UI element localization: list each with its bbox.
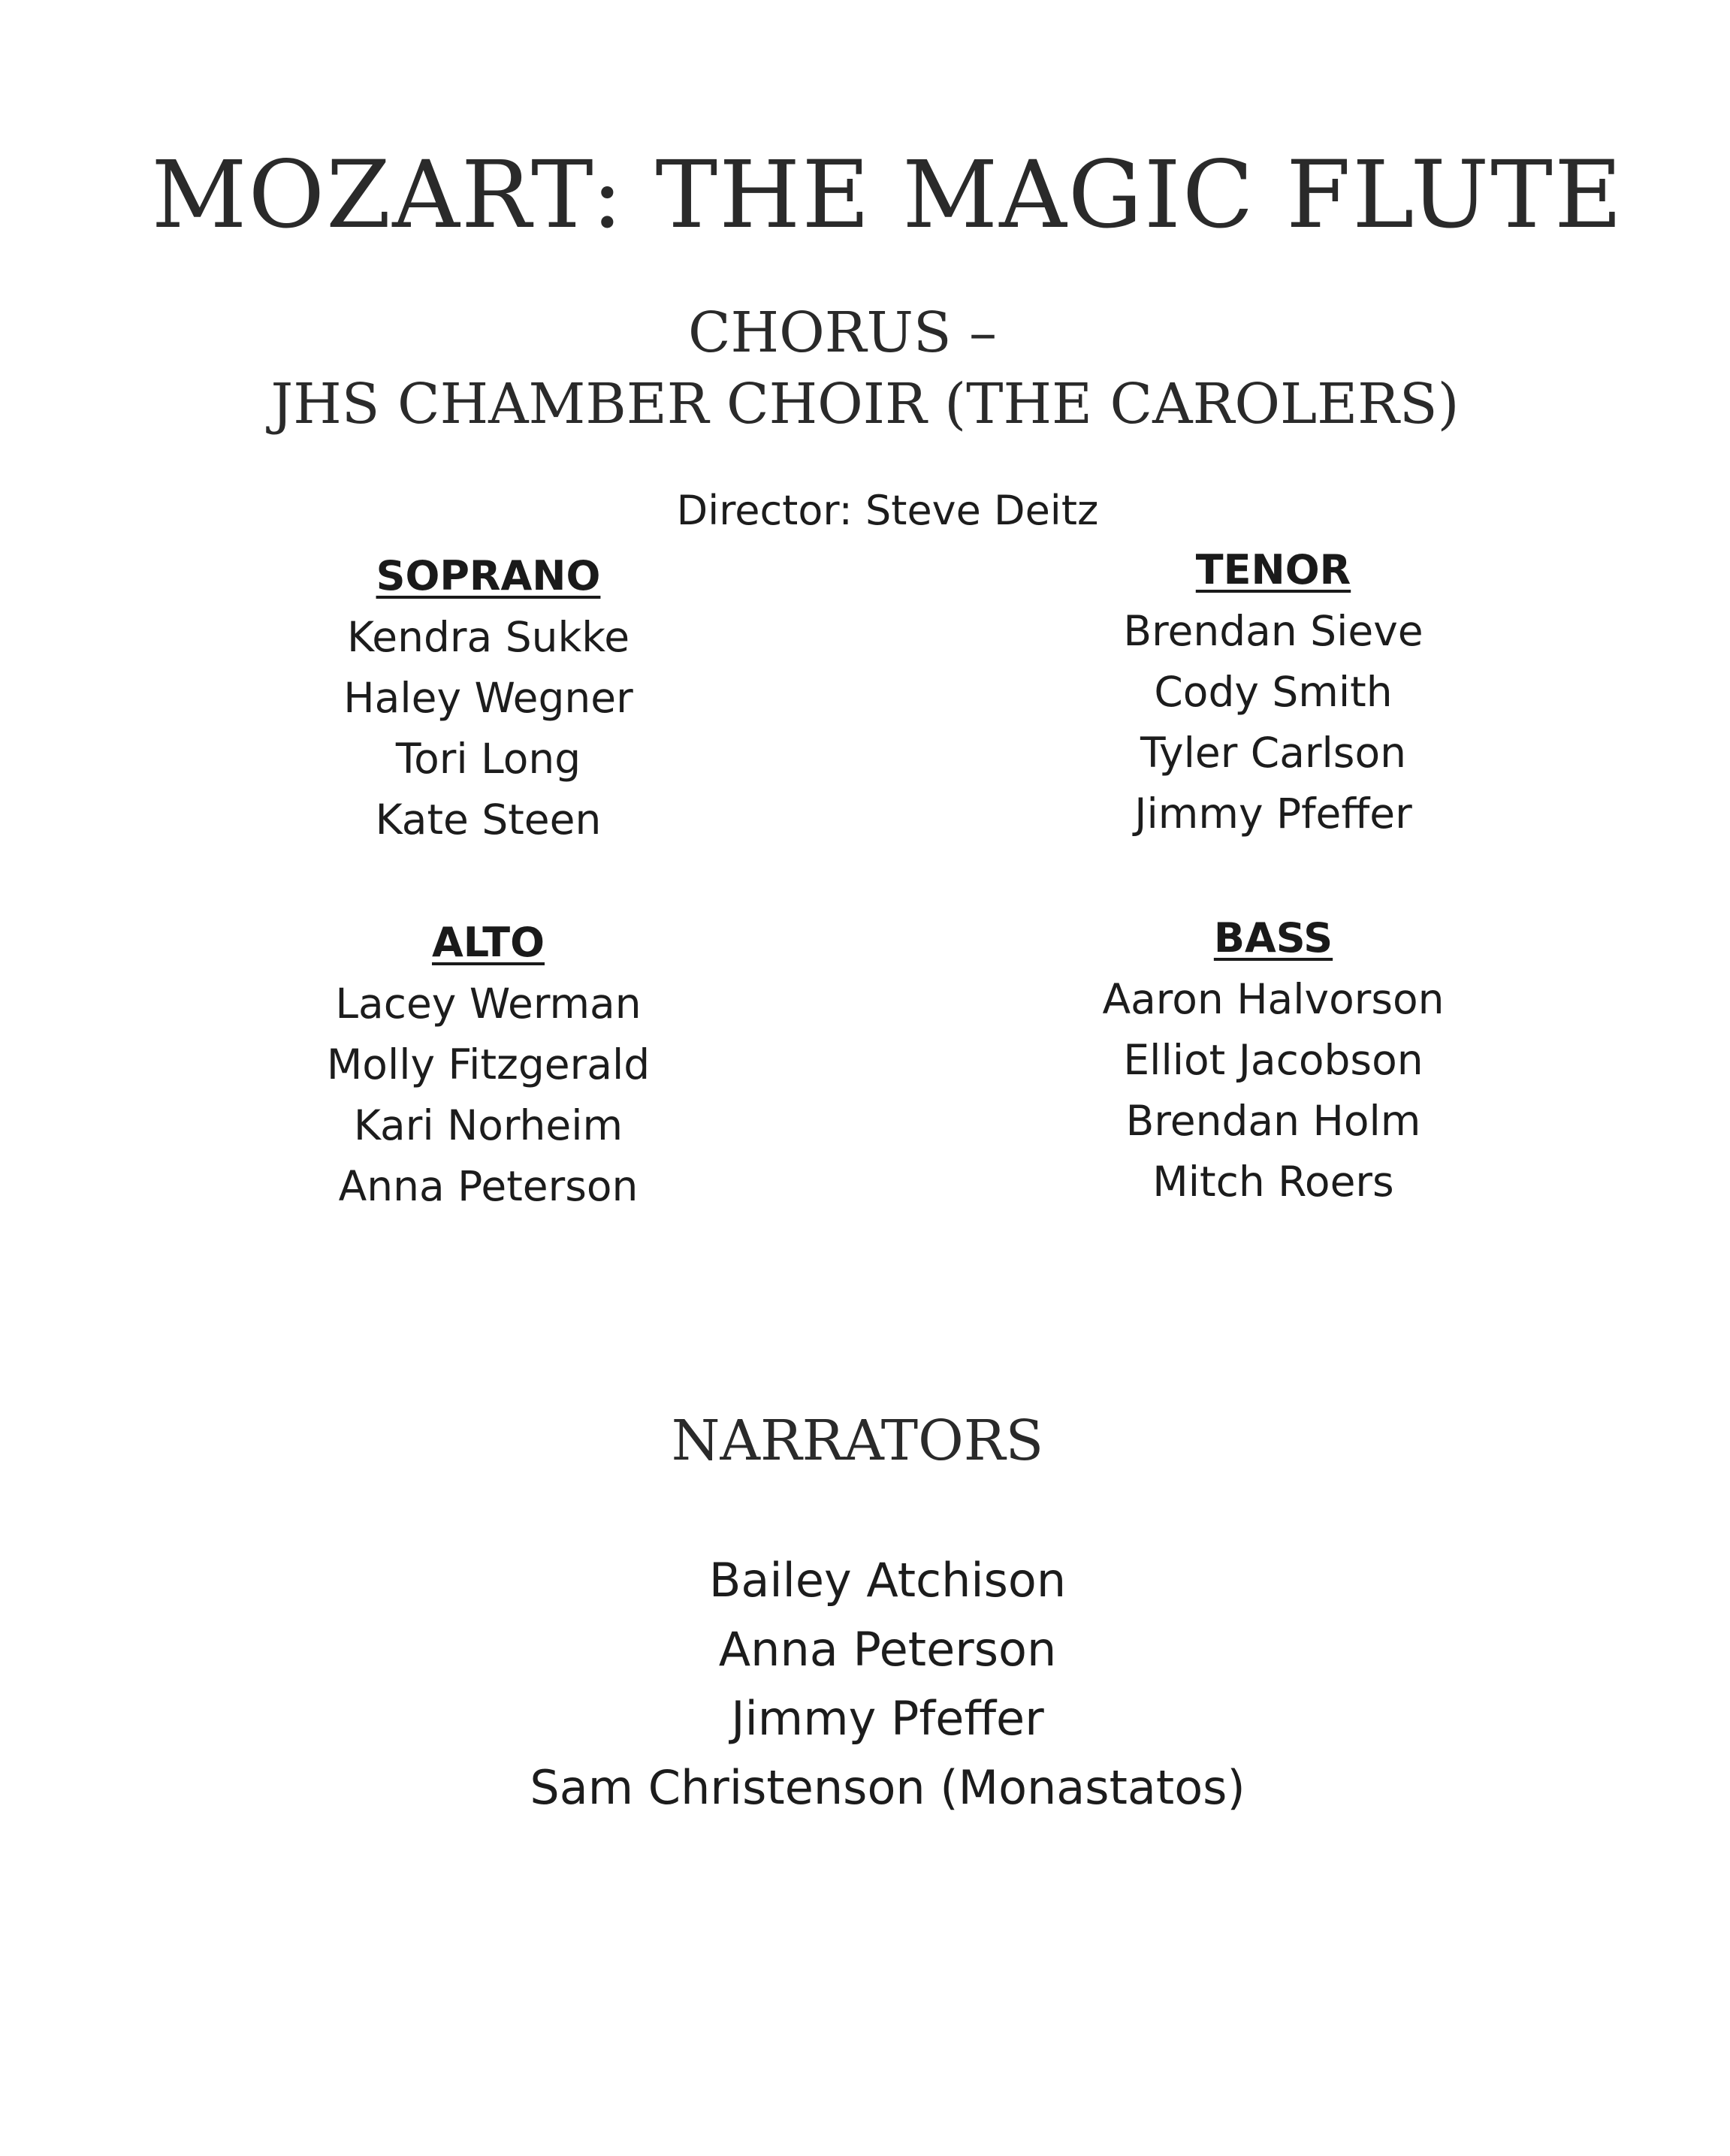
section-heading-bass: BASS xyxy=(1213,914,1333,962)
page-title: MOZART: THE MAGIC FLUTE xyxy=(151,141,1624,249)
list-item: Jimmy Pfeffer xyxy=(731,1691,1044,1746)
list-item: Sam Christenson (Monastatos) xyxy=(530,1760,1245,1815)
bass-section xyxy=(1010,907,1536,1212)
list-item: Mitch Roers xyxy=(1152,1158,1394,1206)
choir-name: JHS CHAMBER CHOIR (THE CAROLERS) xyxy=(270,372,1460,436)
list-item: Kate Steen xyxy=(375,796,602,844)
narrators-list xyxy=(23,1546,1730,1822)
list-item: Tori Long xyxy=(395,735,581,783)
list-item: Lacey Werman xyxy=(335,980,642,1028)
narrators-heading: NARRATORS xyxy=(671,1409,1044,1473)
list-item: Tyler Carlson xyxy=(1140,729,1406,777)
section-heading-soprano: SOPRANO xyxy=(376,552,601,599)
list-item: Brendan Sieve xyxy=(1123,607,1424,655)
director-credit: Director: Steve Deitz xyxy=(676,487,1099,534)
list-item: Kendra Sukke xyxy=(346,613,630,661)
section-heading-tenor: TENOR xyxy=(1195,546,1351,593)
tenor-section xyxy=(1010,539,1536,844)
list-item: Molly Fitzgerald xyxy=(326,1040,651,1089)
list-item: Elliot Jacobson xyxy=(1123,1036,1424,1084)
alto-section xyxy=(225,912,751,1217)
list-item: Bailey Atchison xyxy=(708,1553,1067,1608)
list-item: Cody Smith xyxy=(1154,668,1393,716)
list-item: Anna Peterson xyxy=(338,1162,639,1210)
section-heading-alto: ALTO xyxy=(431,919,545,966)
chorus-heading: CHORUS – xyxy=(687,300,998,365)
list-item: Brendan Holm xyxy=(1125,1097,1421,1145)
list-item: Jimmy Pfeffer xyxy=(1134,790,1412,838)
list-item: Aaron Halvorson xyxy=(1102,975,1445,1023)
list-item: Anna Peterson xyxy=(718,1622,1057,1677)
list-item: Kari Norheim xyxy=(353,1101,623,1149)
soprano-section xyxy=(225,545,751,850)
list-item: Haley Wegner xyxy=(343,674,633,722)
